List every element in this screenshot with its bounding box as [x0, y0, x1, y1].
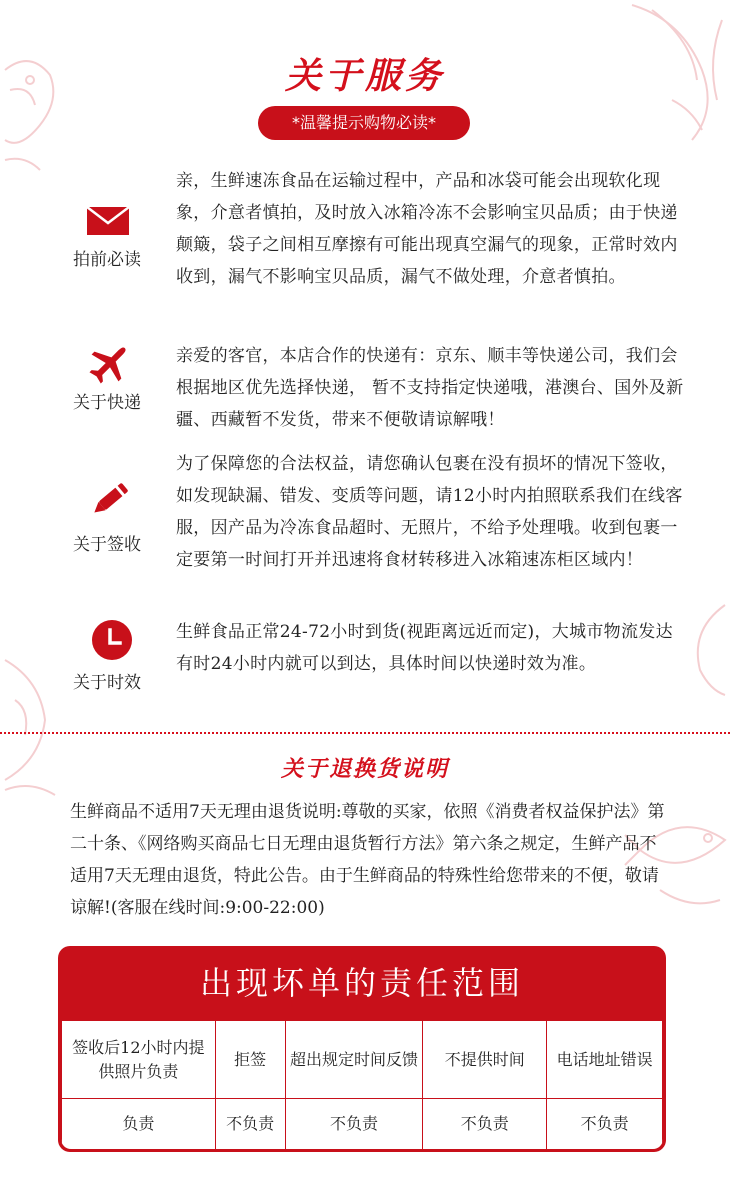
table-header-cell: 不提供时间: [423, 1021, 547, 1099]
return-policy-title: 关于退换货说明: [280, 757, 449, 782]
table-cell: 不负责: [423, 1099, 547, 1150]
section-label: 拍前必读: [73, 250, 141, 270]
envelope-icon: [78, 206, 138, 240]
section-text: 亲爱的客官，本店合作的快递有：京东、顺丰等快递公司，我们会根据地区优先选择快递， 暂不支持指定快递哦，港澳台、国外及新疆、西藏暂不发货，带来不便敬请谅解哦！: [176, 346, 684, 430]
table-row: [62, 1099, 663, 1150]
table-header-cell: 拒签: [215, 1021, 285, 1099]
responsibility-panel: [58, 946, 666, 1152]
section-text: 生鲜食品正常24-72小时到货(视距离远近而定)，大城市物流发达有时24小时内就可以到达，具体时间以快递时效为准。: [176, 622, 673, 674]
table-cell: 不负责: [215, 1099, 285, 1150]
responsibility-table: [61, 1020, 663, 1149]
section-text: 为了保障您的合法权益，请您确认包裹在没有损坏的情况下签收，如发现缺漏、错发、变质等问题，请12小时内拍照联系我们在线客服，因产品为冷冻食品超时、无照片，不给予处理哦。收到包裹一定要第一时间打开并迅速将食材转移进入冰箱速冻柜区域内！: [176, 454, 683, 570]
table-header-cell: 签收后12小时内提供照片负责: [62, 1021, 216, 1099]
divider: [0, 732, 730, 734]
tip-badge: *温馨提示购物必读*: [258, 106, 470, 140]
section-label: 关于签收: [73, 535, 141, 555]
section-label: 关于时效: [73, 673, 141, 693]
table-header-cell: 电话地址错误: [547, 1021, 663, 1099]
airplane-icon: [80, 340, 140, 390]
section-text: 亲，生鲜速冻食品在运输过程中，产品和冰袋可能会出现软化现象，介意者慎拍，及时放入冰箱冷冻不会影响宝贝品质；由于快递颠簸，袋子之间相互摩擦有可能出现真空漏气的现象，正常时效内收到，漏气不影响宝贝品质，漏气不做处理，介意者慎拍。: [176, 171, 678, 287]
page-title: 关于服务: [284, 56, 445, 97]
table-cell: 负责: [62, 1099, 216, 1150]
pen-icon: [80, 478, 140, 526]
section-label: 关于快递: [73, 393, 141, 413]
return-policy-text: 生鲜商品不适用7天无理由退货说明:尊敬的买家，依照《消费者权益保护法》第二十条、《网络购买商品七日无理由退货暂行方法》第六条之规定，生鲜产品不适用7天无理由退货，特此公告。由于生鲜商品的特殊性给您带来的不便，敬请谅解!(客服在线时间:9:00-22:00): [70, 802, 665, 918]
clock-icon: [82, 618, 142, 666]
table-header-cell: 超出规定时间反馈: [285, 1021, 423, 1099]
table-header-row: [62, 1021, 663, 1099]
table-cell: 不负责: [285, 1099, 423, 1150]
responsibility-title: 出现坏单的责任范围: [199, 964, 524, 1002]
table-cell: 不负责: [547, 1099, 663, 1150]
